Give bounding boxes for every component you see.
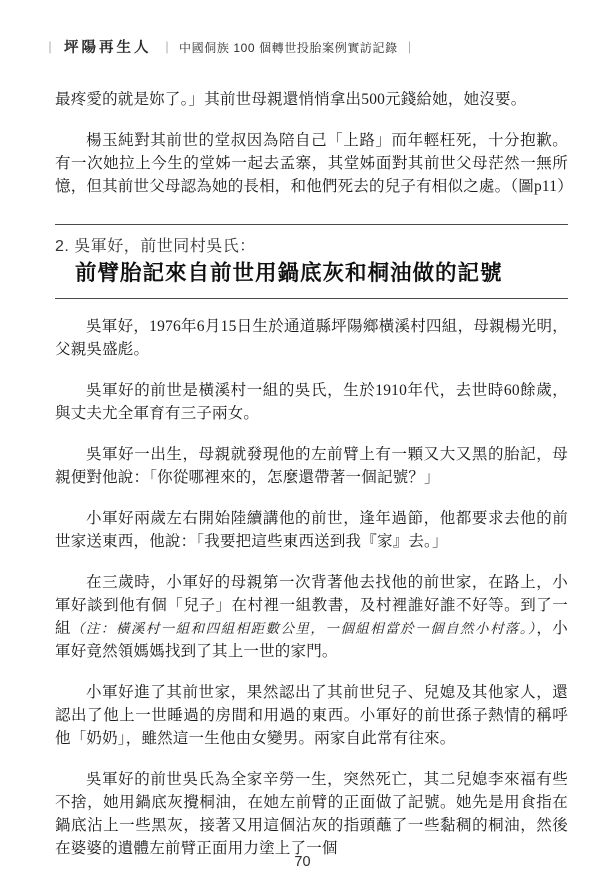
section-heading-block (55, 224, 568, 299)
paragraph: 吳軍好的前世是橫溪村一組的吳氏，生於1910年代，去世時60餘歲，與丈夫尤全軍育有三子兩女。 (55, 382, 568, 422)
paragraph: 吳軍好一出生，母親就發現他的左前臂上有一顆又大又黑的胎記，母親便對他說：「你從哪裡來的，怎麼還帶著一個記號？」 (55, 446, 568, 486)
paragraph: 吳軍好的前世吳氏為全家辛勞一生，突然死亡，其二兒媳李來福有些不捨，她用鍋底灰攪桐油，在她左前臂的正面做了記號。她先是用食指在鍋底沾上一些黑灰，接著又用這個沾灰的指頭蘸了一些黏稠的桐油，然後在婆婆的遺體左前臂正面用力塗上了一個 (55, 771, 568, 857)
paragraph: 吳軍好，1976年6月15日生於通道縣坪陽鄉橫溪村四組，母親楊光明，父親吳盛彪。 (55, 318, 568, 358)
inline-editorial-note: （注：橫溪村一組和四組相距數公里，一個組相當於一個自然小村落。） (70, 621, 537, 636)
paragraph: 小軍好進了其前世家，果然認出了其前世兒子、兒媳及其他家人，還認出了他上一世睡過的房間和用過的東西。小軍好的前世孫子熱情的稱呼他「奶奶」，雖然這一生他由女變男。兩家自此常有往來。 (55, 684, 568, 747)
paragraph-with-note (55, 571, 568, 663)
page-content (55, 88, 573, 878)
paragraph-text: ，小軍好竟然領媽媽找到了其上一世的家門。 (55, 620, 568, 660)
header-subtitle: 中國侗族 100 個轉世投胎案例實訪記錄 (179, 41, 398, 55)
running-header (42, 36, 568, 57)
section-headline: 前臂胎記來自前世用鍋底灰和桐油做的記號 (75, 261, 503, 285)
book-title: 坪陽再生人 (64, 40, 152, 56)
paragraph-continuation: 最疼愛的就是妳了。」其前世母親還悄悄拿出500元錢給她，她沒要。 (55, 91, 527, 108)
header-bar-left: ｜ (44, 41, 57, 55)
page-number: 70 (294, 854, 311, 870)
paragraph: 小軍好兩歲左右開始陸續講他的前世，逢年過節，他都要求去他的前世家送東西，他說：「我要把這些東西送到我『家』去。」 (55, 510, 568, 550)
paragraph-text: 在三歲時，小軍好的母親第一次背著他去找他的前世家，在路上，小軍好談到他有個「兒子」在村裡一組教書，及村裡誰好誰不好等。到了一組 (55, 574, 568, 637)
header-bar-mid: ｜ (161, 41, 174, 55)
paragraph: 楊玉純對其前世的堂叔因為陪自己「上路」而年輕枉死，十分抱歉。有一次她拉上今生的堂姊一起去孟寨，其堂姊面對其前世父母茫然一無所憶，但其前世父母認為她的長相，和他們死去的兒子有相似之處。（圖p11） (55, 132, 573, 195)
case-number-title: 2. 吳軍好，前世同村吳氏： (55, 238, 256, 255)
header-bar-right: ｜ (403, 41, 416, 55)
